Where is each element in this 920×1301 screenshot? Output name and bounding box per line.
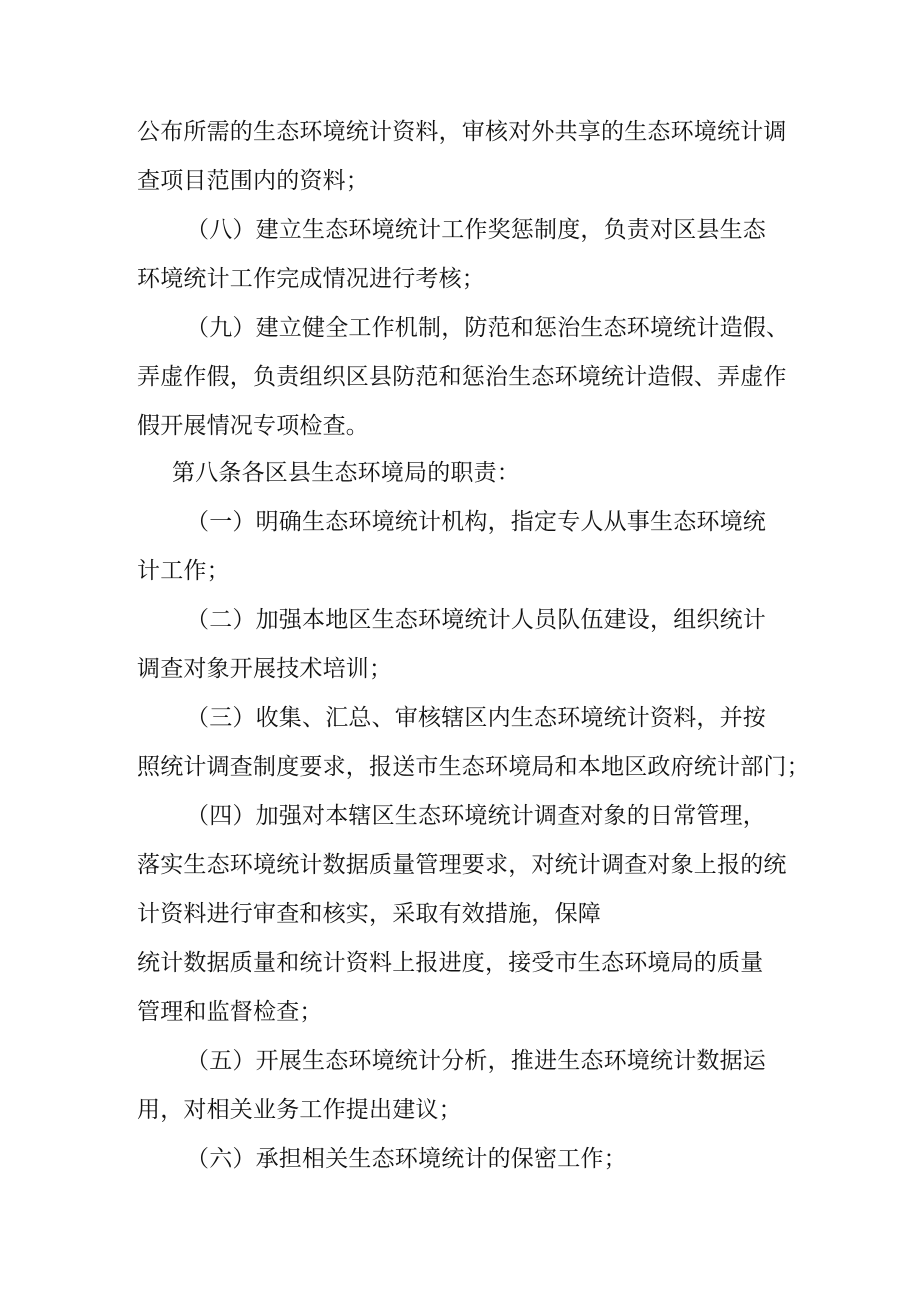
text-line: 弄虚作假，负责组织区县防范和惩治生态环境统计造假、弄虚作 <box>137 364 787 390</box>
text-line: 假开展情况专项检查。 <box>137 413 369 439</box>
text-line: （六）承担相关生态环境统计的保密工作； <box>186 1146 627 1172</box>
text-line: 落实生态环境统计数据质量管理要求，对统计调查对象上报的统 <box>137 852 787 878</box>
text-line: 查项目范围内的资料； <box>137 168 369 194</box>
text-line: 照统计调查制度要求，报送市生态环境局和本地区政府统计部门； <box>137 754 810 780</box>
text-line: 计资料进行审查和核实，采取有效措施，保障 <box>137 901 601 927</box>
text-line: （四）加强对本辖区生态环境统计调查对象的日常管理， <box>186 803 766 829</box>
text-line: 用，对相关业务工作提出建议； <box>137 1097 462 1123</box>
text-line: （九）建立健全工作机制，防范和惩治生态环境统计造假、 <box>186 315 790 341</box>
text-line: 环境统计工作完成情况进行考核； <box>137 266 485 292</box>
text-line: 公布所需的生态环境统计资料，审核对外共享的生态环境统计调 <box>137 119 787 145</box>
text-line: 管理和监督检查； <box>137 999 323 1025</box>
text-line: 调查对象开展技术培训； <box>137 656 393 682</box>
text-line: （八）建立生态环境统计工作奖惩制度，负责对区县生态 <box>186 217 766 243</box>
text-line: （一）明确生态环境统计机构，指定专人从事生态环境统 <box>186 509 766 535</box>
text-line: （五）开展生态环境统计分析，推进生态环境统计数据运 <box>186 1048 766 1074</box>
text-line: （三）收集、汇总、审核辖区内生态环境统计资料，并按 <box>186 705 766 731</box>
text-line: 统计数据质量和统计资料上报进度，接受市生态环境局的质量 <box>137 950 764 976</box>
text-line: （二）加强本地区生态环境统计人员队伍建设，组织统计 <box>186 607 766 633</box>
article-heading: 第八条各区县生态环境局的职责： <box>172 460 520 486</box>
text-line: 计工作； <box>137 558 230 584</box>
